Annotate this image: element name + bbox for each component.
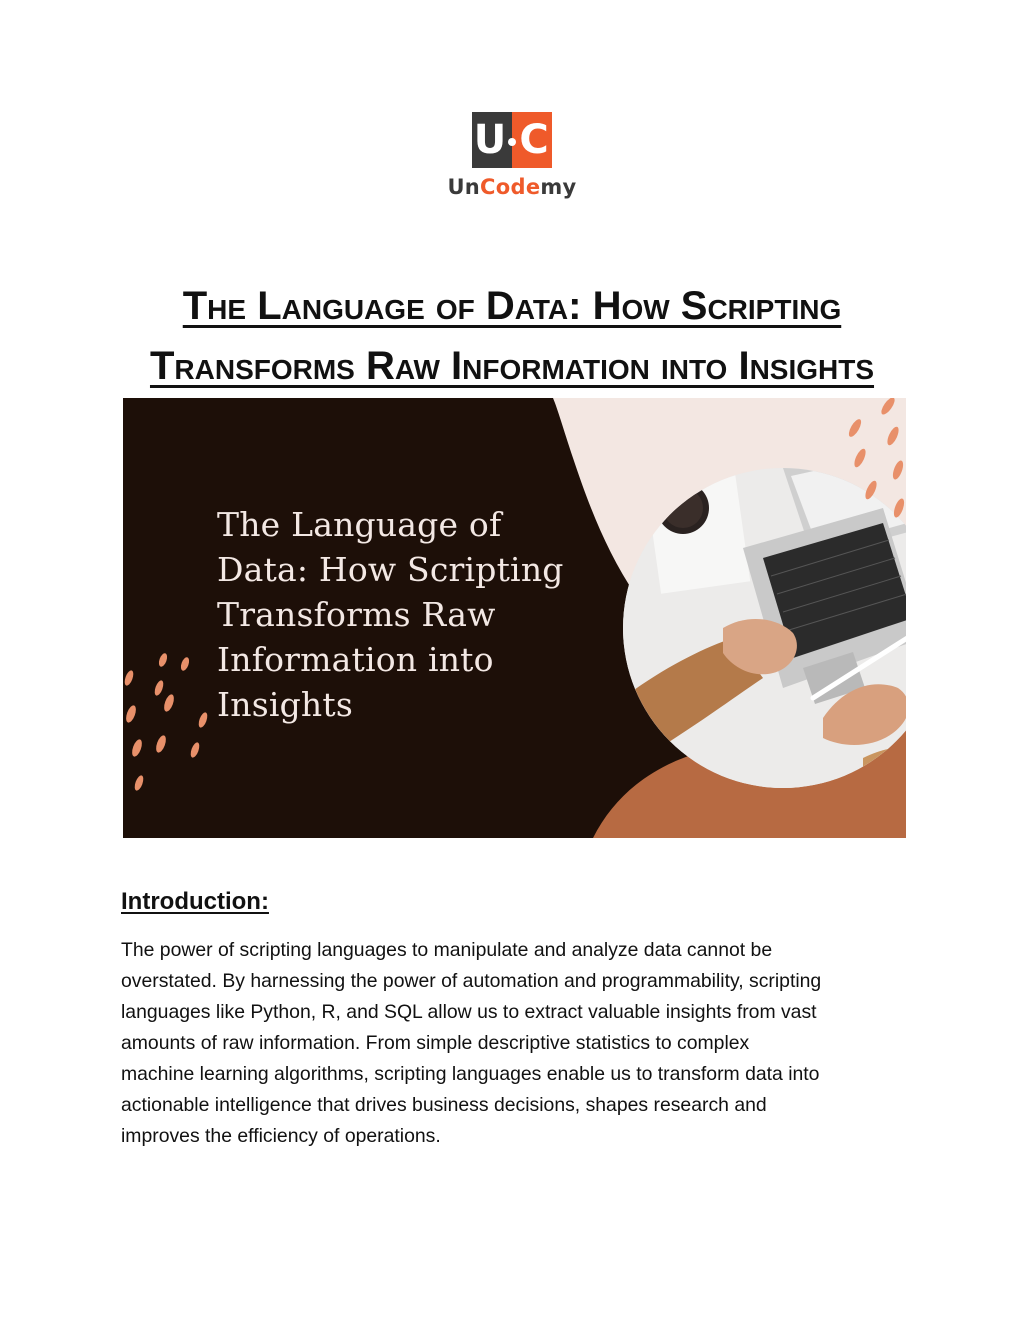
banner-title [217, 502, 637, 727]
logo-letter-c: C [519, 117, 549, 163]
introduction-heading: Introduction: [121, 888, 269, 915]
wordmark-part-my: my [540, 175, 577, 199]
document-title [0, 276, 1024, 396]
paragraph-line: The power of scripting languages to manipulate and analyze data cannot be [121, 939, 773, 961]
paragraph-line: amounts of raw information. From simple descriptive statistics to complex [121, 1032, 750, 1054]
logo-dot [508, 138, 516, 146]
wordmark-part-code: Code [480, 175, 541, 199]
paragraph-line: overstated. By harnessing the power of automation and programmability, scripting [121, 970, 822, 992]
title-line-2: Transforms Raw Information into Insights [149, 344, 875, 388]
logo-wordmark [0, 175, 1024, 199]
logo-mark [472, 112, 552, 168]
introduction-paragraph [121, 935, 911, 1152]
banner-line: Information into [217, 640, 494, 679]
paragraph-line: languages like Python, R, and SQL allow us to extract valuable insights from vast [121, 1001, 817, 1023]
banner-line: Transforms Raw [217, 595, 496, 634]
paragraph-line: improves the efficiency of operations. [121, 1125, 441, 1147]
title-line-1: The Language of Data: How Scripting [182, 284, 842, 328]
paragraph-line: machine learning algorithms, scripting languages enable us to transform data into [121, 1063, 820, 1085]
banner-line: The Language of [217, 505, 502, 544]
banner-image [123, 398, 906, 838]
logo-letter-u: U [473, 117, 507, 163]
uncodemy-logo [0, 112, 1024, 199]
banner-line: Data: How Scripting [217, 550, 564, 589]
paragraph-line: actionable intelligence that drives business decisions, shapes research and [121, 1094, 767, 1116]
banner-line: Insights [217, 685, 353, 724]
wordmark-part-un: Un [447, 175, 481, 199]
